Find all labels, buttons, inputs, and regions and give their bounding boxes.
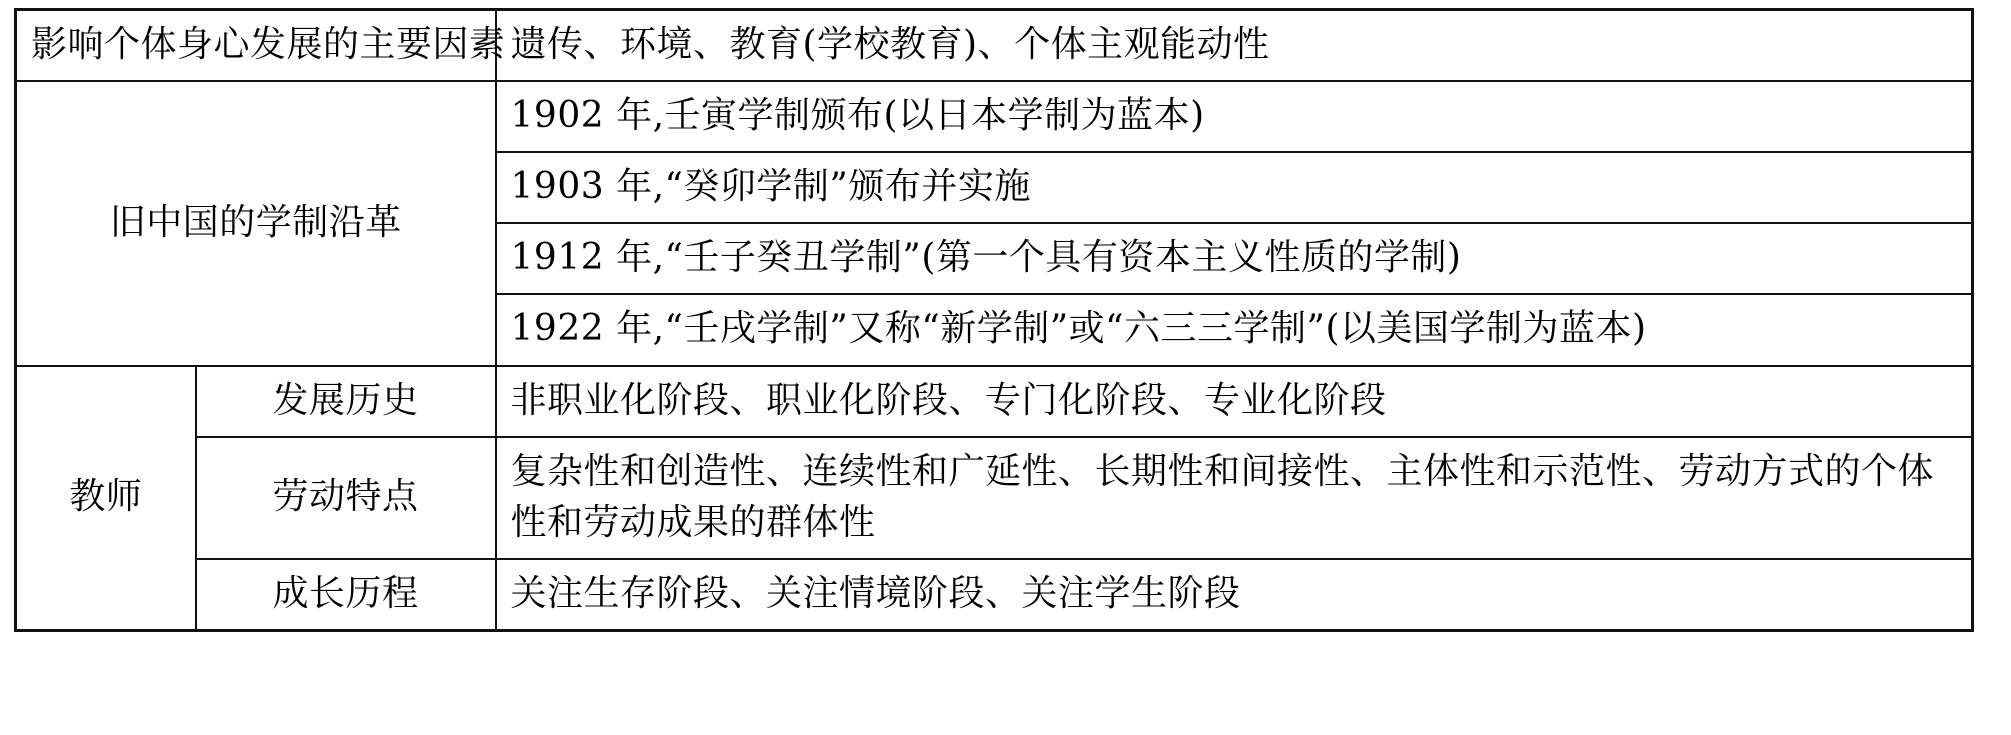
row-label-school-system: 旧中国的学制沿革 [16, 81, 496, 365]
table-row [16, 81, 1973, 152]
school-system-item-4: 1922 年,“壬戌学制”又称“新学制”或“六三三学制”(以美国学制为蓝本) [496, 294, 1973, 365]
teacher-subrow-content-2: 复杂性和创造性、连续性和广延性、长期性和间接性、主体性和示范性、劳动方式的个体性和劳动成果的群体性 [496, 437, 1973, 559]
table-row [16, 366, 1973, 437]
school-system-item-2: 1903 年,“癸卯学制”颁布并实施 [496, 152, 1973, 223]
teacher-subrow-label-3: 成长历程 [196, 559, 496, 631]
school-system-item-3: 1912 年,“壬子癸丑学制”(第一个具有资本主义性质的学制) [496, 223, 1973, 294]
teacher-subrow-label-2: 劳动特点 [196, 437, 496, 559]
teacher-subrow-content-3: 关注生存阶段、关注情境阶段、关注学生阶段 [496, 559, 1973, 631]
teacher-subrow-content-1: 非职业化阶段、职业化阶段、专门化阶段、专业化阶段 [496, 366, 1973, 437]
row-content-factors: 遗传、环境、教育(学校教育)、个体主观能动性 [496, 10, 1973, 82]
table-row [16, 10, 1973, 82]
row-label-factors: 影响个体身心发展的主要因素 [16, 10, 496, 82]
row-label-teacher: 教师 [16, 366, 196, 631]
table-row [16, 559, 1973, 631]
teacher-subrow-label-1: 发展历史 [196, 366, 496, 437]
knowledge-summary-table [14, 8, 1974, 632]
school-system-item-1: 1902 年,壬寅学制颁布(以日本学制为蓝本) [496, 81, 1973, 152]
table-row [16, 437, 1973, 559]
